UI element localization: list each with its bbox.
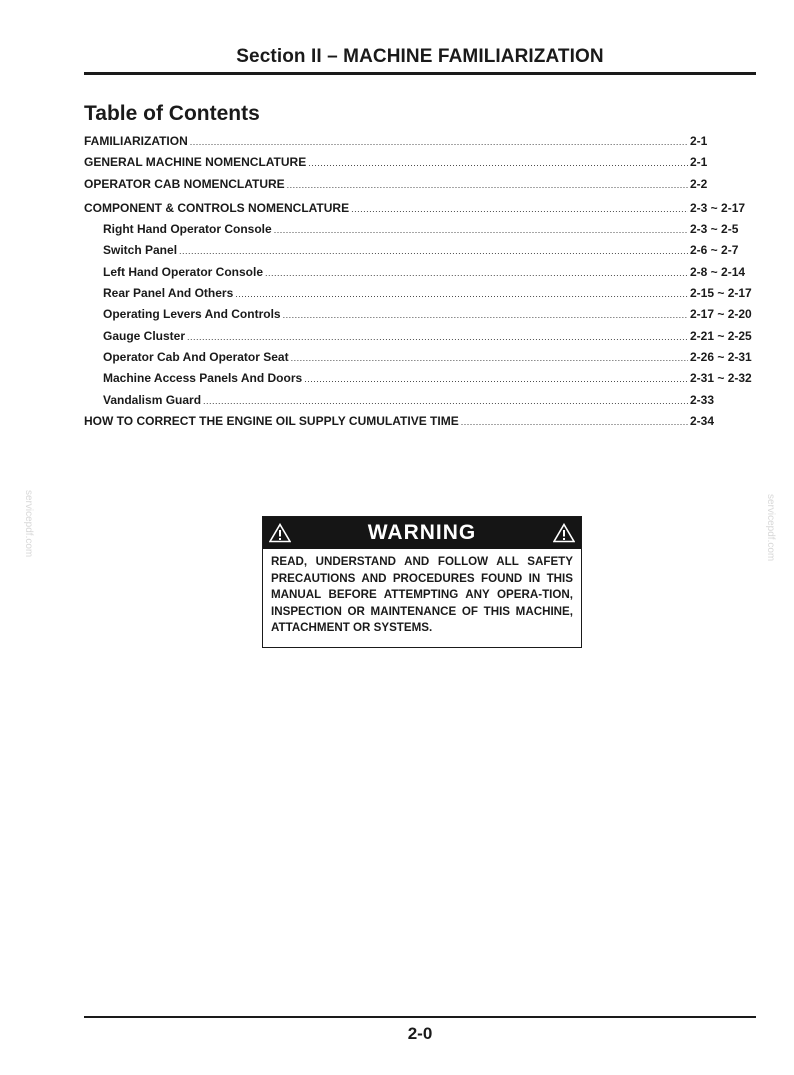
toc-entry (84, 134, 756, 155)
page-number: 2-0 (407, 1024, 433, 1043)
toc-entry (84, 201, 756, 222)
toc-entry-page: 2-1 (690, 134, 708, 148)
toc-entry (84, 243, 756, 264)
toc-entry-page: 2-3 ~ 2-17 (690, 200, 746, 215)
toc-entry-title: Operator Cab And Operator Seat (103, 349, 289, 364)
toc-entry-title: Vandalism Guard (103, 392, 202, 407)
toc-entry-page: 2-26 ~ 2-31 (690, 349, 752, 364)
toc-entry-title: Left Hand Operator Console (103, 264, 264, 279)
section-title: Section II – MACHINE FAMILIARIZATION (236, 46, 604, 67)
toc-dot-leader (461, 417, 688, 427)
toc-dot-leader (187, 332, 688, 342)
toc-dot-leader (179, 246, 688, 256)
toc-entry (84, 393, 756, 414)
toc-dot-leader (283, 310, 688, 320)
toc-dot-leader (274, 225, 688, 235)
toc-dot-leader (235, 289, 688, 299)
toc-entry-page: 2-8 ~ 2-14 (690, 264, 746, 279)
toc-entry-title: GENERAL MACHINE NOMENCLATURE (84, 155, 307, 170)
toc-entry (84, 265, 756, 286)
warning-triangle-icon (553, 523, 575, 543)
toc-entry (84, 350, 756, 371)
watermark-left: servicepdf.com (23, 490, 34, 558)
toc-entry-page: 2-1 (690, 155, 708, 170)
toc-dot-leader (265, 268, 688, 278)
toc-entry-title: COMPONENT & CONTROLS NOMENCLATURE (84, 200, 350, 215)
toc-entry (84, 307, 756, 328)
toc-entry (84, 371, 756, 392)
toc-dot-leader (291, 353, 688, 363)
toc-entry-page: 2-2 (690, 176, 708, 191)
toc-entry-page: 2-3 ~ 2-5 (690, 222, 739, 237)
toc-entry-title: Right Hand Operator Console (103, 222, 272, 237)
header-rule (84, 72, 756, 75)
toc-entry (84, 222, 756, 243)
toc-dot-leader (203, 396, 688, 406)
toc-dot-leader (351, 204, 688, 214)
toc-entry-title: Operating Levers And Controls (103, 307, 281, 322)
toc-entry-title: Machine Access Panels And Doors (103, 371, 303, 386)
toc-entry-page: 2-31 ~ 2-32 (690, 371, 752, 386)
toc-entry (84, 329, 756, 350)
toc-entry-page: 2-34 (690, 413, 715, 428)
toc-list (84, 134, 756, 435)
toc-heading: Table of Contents (84, 102, 260, 125)
warning-title: WARNING (367, 521, 477, 544)
toc-entry-title: OPERATOR CAB NOMENCLATURE (84, 176, 285, 191)
toc-entry-title: HOW TO CORRECT THE ENGINE OIL SUPPLY CUMULATIVE TIME (84, 413, 459, 428)
warning-text: READ, UNDERSTAND AND FOLLOW ALL SAFETY PRECAUTIONS AND PROCEDURES FOUND IN THIS MANUAL BEFORE ATTEMPTING ANY OPERA-TION, INSPECTION OR MAINTENANCE OF THIS MACHINE, ATTACHMENT OR SYSTEMS. (271, 555, 573, 634)
toc-dot-leader (304, 374, 688, 384)
toc-entry-page: 2-17 ~ 2-20 (690, 307, 752, 322)
toc-dot-leader (287, 180, 688, 190)
toc-entry-title: Rear Panel And Others (103, 286, 234, 301)
warning-box (262, 516, 582, 648)
toc-dot-leader (308, 158, 688, 168)
toc-dot-leader (190, 137, 688, 147)
toc-entry (84, 155, 756, 176)
toc-entry (84, 177, 756, 198)
footer-rule (84, 1016, 756, 1018)
toc-entry-title: Switch Panel (103, 243, 178, 258)
watermark-right: servicepdf.com (765, 494, 776, 562)
toc-entry-title: Gauge Cluster (103, 328, 186, 343)
toc-entry-page: 2-21 ~ 2-25 (690, 328, 752, 343)
toc-entry (84, 414, 756, 435)
toc-entry-title: FAMILIARIZATION (84, 134, 188, 148)
toc-entry-page: 2-33 (690, 392, 715, 407)
toc-entry (84, 286, 756, 307)
warning-header (263, 517, 581, 549)
toc-entry-page: 2-6 ~ 2-7 (690, 243, 739, 258)
toc-entry-page: 2-15 ~ 2-17 (690, 286, 752, 301)
warning-triangle-icon (269, 523, 291, 543)
